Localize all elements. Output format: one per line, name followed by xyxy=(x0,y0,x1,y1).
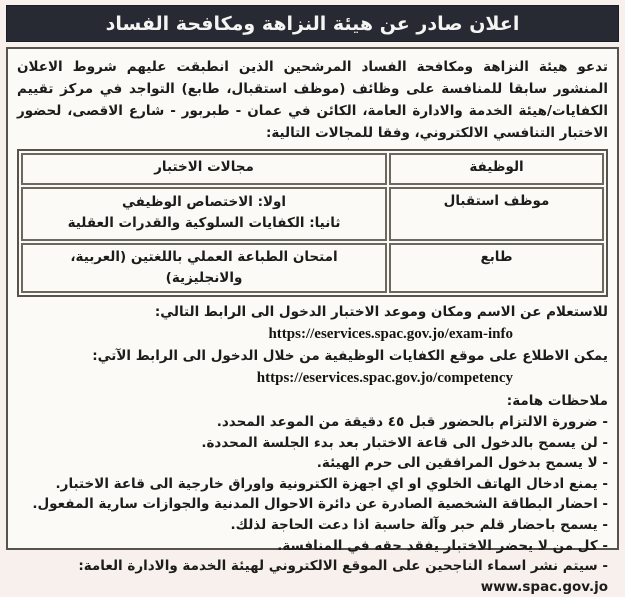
fields-line: اولا: الاختصاص الوظيفي xyxy=(121,194,287,210)
exam-info-instruction: للاستعلام عن الاسم ومكان وموعد الاختبار الدخول الى الرابط التالي: xyxy=(154,304,608,320)
table-header-row xyxy=(21,153,604,185)
announcement-title: اعلان صادر عن هيئة النزاهة ومكافحة الفساد xyxy=(105,12,520,35)
note-item: - كل من لا يحضر الاختبار يفقد حقه في المنافسة. xyxy=(277,537,608,554)
table-row xyxy=(21,243,604,293)
note-item: - يسمح باحضار قلم حبر وآلة حاسبة اذا دعت الحاجة لذلك. xyxy=(230,516,608,533)
note-item: - احضار البطاقة الشخصية الصادرة عن دائرة الاحوال المدنية والجوازات سارية المفعول. xyxy=(32,496,608,513)
note-item: - سيتم نشر اسماء الناجحين على الموقع الالكتروني لهيئة الخدمة والادارة العامة: www.spac.gov.jo xyxy=(78,558,608,595)
exam-info-url: https://eservices.spac.gov.jo/exam-info xyxy=(268,326,513,342)
note-item: - يمنع ادخال الهاتف الخلوي او اي اجهزة الكترونية واوراق خارجية الى قاعة الاختبار. xyxy=(55,475,608,492)
competency-instruction: يمكن الاطلاع على موقع الكفايات الوظيفية من خلال الدخول الى الرابط الآتي: xyxy=(92,348,608,364)
fields-line: ثانيا: الكفايات السلوكية والقدرات العقلية xyxy=(67,215,341,231)
intro-paragraph: تدعو هيئة النزاهة ومكافحة الفساد المرشحين الذين انطبقت عليهم شروط الاعلان المنشور سابقا للمنافسة على وظائف (موظف استقبال، طابع) التواجد في مركز تقييم الكفايات/هيئة الخدمة والادارة العامة، الكائن في عمان - طبربور - شارع الاقصى، لحضور الاختبار التنافسي الالكتروني، وفقا للمجالات التالية: xyxy=(17,59,608,141)
table-row xyxy=(21,187,604,241)
announcement-body xyxy=(6,47,619,595)
note-item: - ضرورة الالتزام بالحضور قبل ٤٥ دقيقة من الموعد المحدد. xyxy=(216,414,608,430)
job-column-header: الوظيفة xyxy=(389,153,604,185)
announcement-header xyxy=(6,5,619,42)
exam-fields-table xyxy=(17,149,608,297)
fields-cell: امتحان الطباعة العملي باللغتين (العربية، والانجليزية) xyxy=(21,243,387,293)
note-item: - لن يسمح بالدخول الى قاعة الاختبار بعد بدء الجلسة المحددة. xyxy=(201,434,608,451)
fields-cell xyxy=(21,187,387,241)
competency-url: https://eservices.spac.gov.jo/competency xyxy=(256,370,513,386)
note-item: - لا يسمح بدخول المرافقين الى حرم الهيئة. xyxy=(316,455,608,472)
notes-heading: ملاحظات هامة: xyxy=(506,393,608,409)
job-cell: موظف استقبال xyxy=(389,187,604,241)
fields-column-header: مجالات الاختبار xyxy=(21,153,387,185)
job-cell: طابع xyxy=(389,243,604,293)
